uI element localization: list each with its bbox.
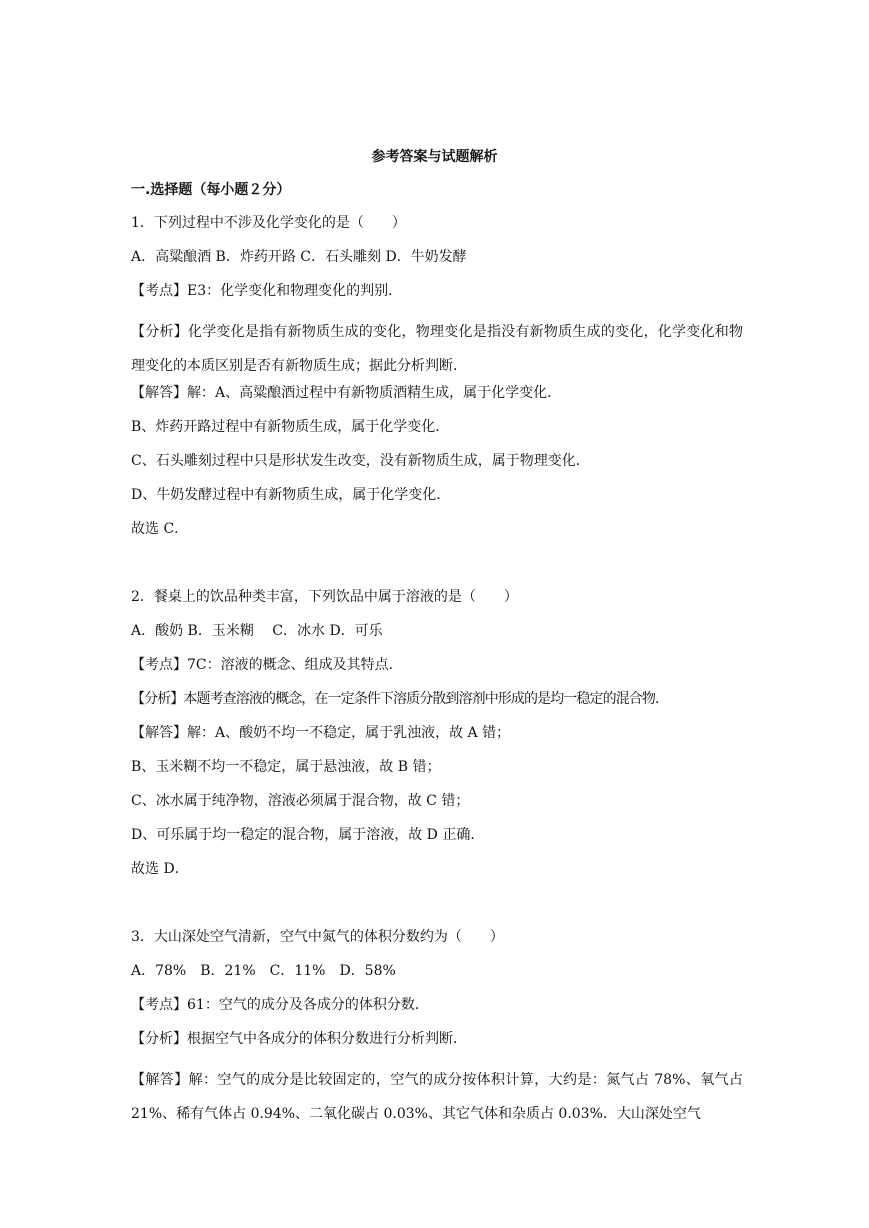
solution-line: D、可乐属于均一稳定的混合物，属于溶液，故 D 正确． bbox=[131, 827, 485, 843]
jieda-line bbox=[131, 383, 743, 417]
question-1 bbox=[131, 213, 743, 553]
jieda-text: 解：空气的成分是比较固定的，空气的成分按体积计算，大约是：氮气占 78%、氧气占 21%、稀有气体占 0.94%、二氧化碳占 0.03%、其它气体和杂质占 0.03%．大山深处空气 bbox=[131, 1072, 743, 1122]
question-options: A．高粱酿酒 B．炸药开路 C．石头雕刻 D．牛奶发酵 bbox=[131, 249, 467, 265]
fenxi-text: 化学变化是指有新物质生成的变化，物理变化是指没有新物质生成的变化，化学变化和物理变化的本质区别是否有新物质生成；据此分析判断． bbox=[131, 324, 743, 374]
jieda-tag: 【解答】 bbox=[131, 385, 187, 401]
kaodian-tag: 【考点】 bbox=[131, 997, 187, 1013]
answer-line: 故选 D． bbox=[131, 861, 189, 877]
kaodian-line bbox=[131, 655, 743, 689]
answer-line: 故选 C． bbox=[131, 521, 189, 537]
question-2 bbox=[131, 587, 743, 893]
fenxi-tag: 【分析】 bbox=[131, 691, 184, 707]
jieda-text: 解：A、高粱酿酒过程中有新物质酒精生成，属于化学变化． bbox=[187, 385, 562, 401]
kaodian-text: E3：化学变化和物理变化的判别． bbox=[187, 283, 403, 299]
solution-line: C、石头雕刻过程中只是形状发生改变，没有新物质生成，属于物理变化． bbox=[131, 453, 590, 469]
solution-line: C、冰水属于纯净物，溶液必须属于混合物，故 C 错； bbox=[131, 793, 470, 809]
solution-line: D、牛奶发酵过程中有新物质生成，属于化学变化． bbox=[131, 487, 451, 503]
solution-line: B、炸药开路过程中有新物质生成，属于化学变化． bbox=[131, 419, 450, 435]
fenxi-tag: 【分析】 bbox=[131, 1031, 187, 1047]
jieda-tag: 【解答】 bbox=[131, 725, 187, 741]
jieda-block bbox=[131, 1063, 743, 1131]
kaodian-tag: 【考点】 bbox=[131, 657, 187, 673]
page-title: 参考答案与试题解析 bbox=[371, 149, 498, 165]
kaodian-tag: 【考点】 bbox=[131, 283, 187, 299]
question-options: A．78% B．21% C．11% D．58% bbox=[131, 963, 396, 979]
question-stem: 3．大山深处空气清新，空气中氮气的体积分数约为（ ） bbox=[131, 929, 504, 945]
fenxi-block bbox=[131, 315, 743, 383]
kaodian-line bbox=[131, 281, 743, 315]
jieda-text: 解：A、酸奶不均一不稳定，属于乳浊液，故 A 错； bbox=[187, 725, 511, 741]
section-heading: 一.选择题（每小题２分） bbox=[131, 182, 291, 198]
question-3 bbox=[131, 927, 743, 1131]
question-spacer bbox=[131, 553, 743, 587]
question-stem: 1．下列过程中不涉及化学变化的是（ ） bbox=[131, 215, 406, 231]
fenxi-line bbox=[131, 689, 743, 723]
question-spacer bbox=[131, 893, 743, 927]
document-body bbox=[131, 213, 743, 1131]
jieda-line bbox=[131, 723, 743, 757]
jieda-tag: 【解答】 bbox=[131, 1072, 189, 1088]
fenxi-line bbox=[131, 1029, 743, 1063]
question-options: A．酸奶 B．玉米糊 C．冰水 D．可乐 bbox=[131, 623, 383, 639]
question-stem: 2．餐桌上的饮品种类丰富，下列饮品中属于溶液的是（ ） bbox=[131, 589, 518, 605]
fenxi-text: 根据空气中各成分的体积分数进行分析判断． bbox=[187, 1031, 467, 1047]
kaodian-line bbox=[131, 995, 743, 1029]
kaodian-text: 61：空气的成分及各成分的体积分数． bbox=[187, 997, 429, 1013]
solution-line: B、玉米糊不均一不稳定，属于悬浊液，故 B 错； bbox=[131, 759, 441, 775]
fenxi-tag: 【分析】 bbox=[131, 324, 188, 340]
kaodian-text: 7C：溶液的概念、组成及其特点． bbox=[187, 657, 403, 673]
fenxi-text: 本题考查溶液的概念，在一定条件下溶质分散到溶剂中形成的是均一稳定的混合物． bbox=[183, 691, 669, 707]
